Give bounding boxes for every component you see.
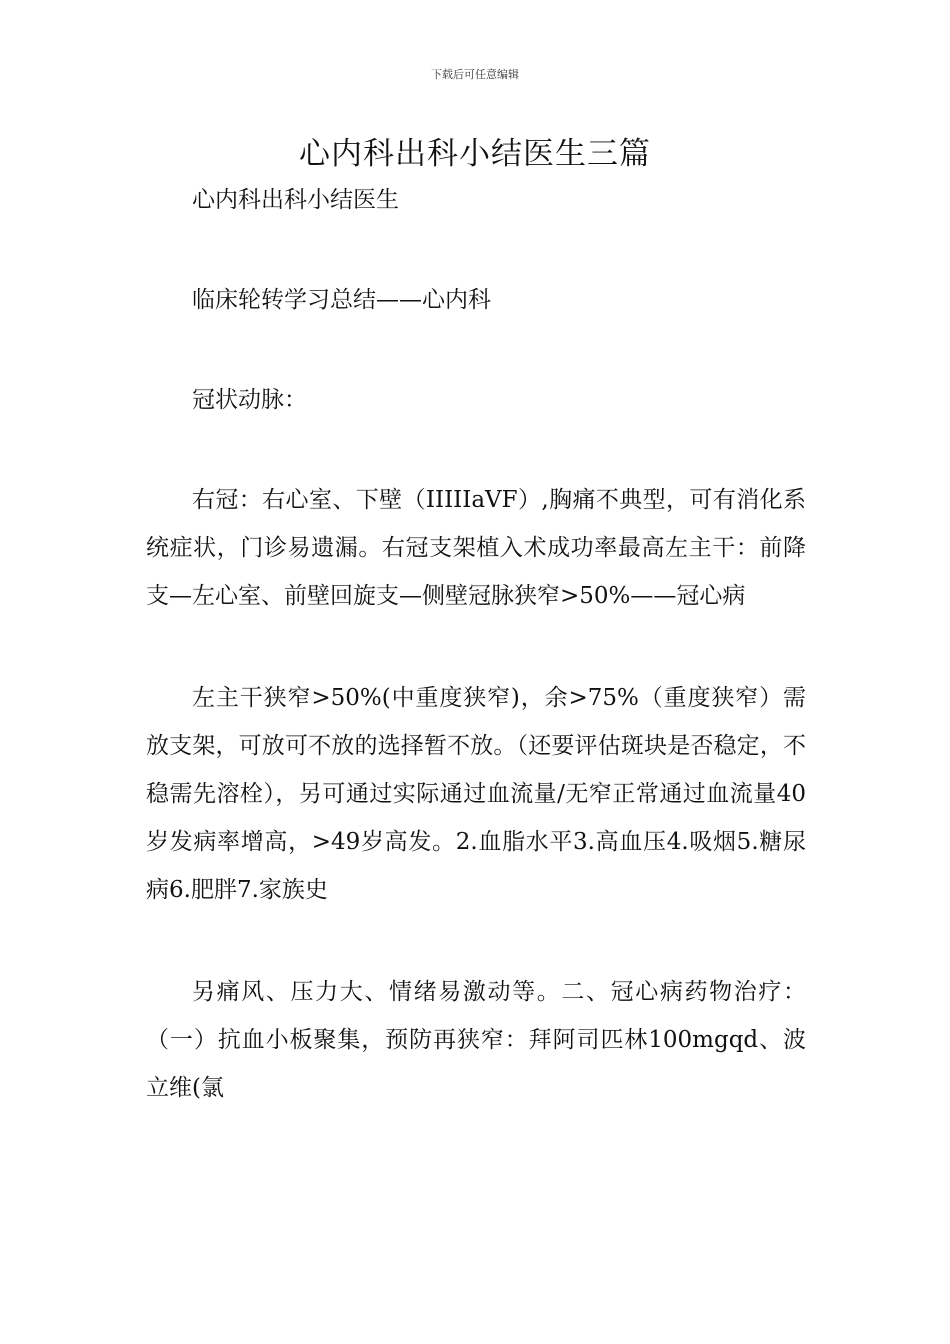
document-title: 心内科出科小结医生三篇 [299, 136, 651, 172]
paragraph-rotation-summary: 临床轮转学习总结——心内科 [192, 287, 491, 313]
header-note: 下载后可任意编辑 [431, 68, 519, 81]
paragraph-treatment: 另痛风、压力大、情绪易激动等。二、冠心病药物治疗：（一）抗血小板聚集，预防再狭窄：拜阿司匹林100mgqd、波立维(氯 [146, 979, 806, 1101]
paragraph-subtitle: 心内科出科小结医生 [192, 187, 399, 213]
paragraph-right-coronary: 右冠：右心室、下壁（IIIIIaVF）,胸痛不典型，可有消化系统症状，门诊易遗漏。右冠支架植入术成功率最高左主干：前降支—左心室、前壁回旋支—侧壁冠脉狭窄>50%——冠心病 [146, 487, 806, 609]
paragraph-stenosis: 左主干狭窄>50%(中重度狭窄)，余>75%（重度狭窄）需放支架，可放可不放的选择暂不放。（还要评估斑块是否稳定，不稳需先溶栓），另可通过实际通过血流量/无窄正常通过血流量40岁发病率增高，>49岁高发。2.血脂水平3.高血压4.吸烟5.糖尿病6.肥胖7.家族史 [146, 685, 806, 903]
paragraph-coronary-heading: 冠状动脉： [192, 387, 307, 413]
document-body [146, 176, 806, 1112]
